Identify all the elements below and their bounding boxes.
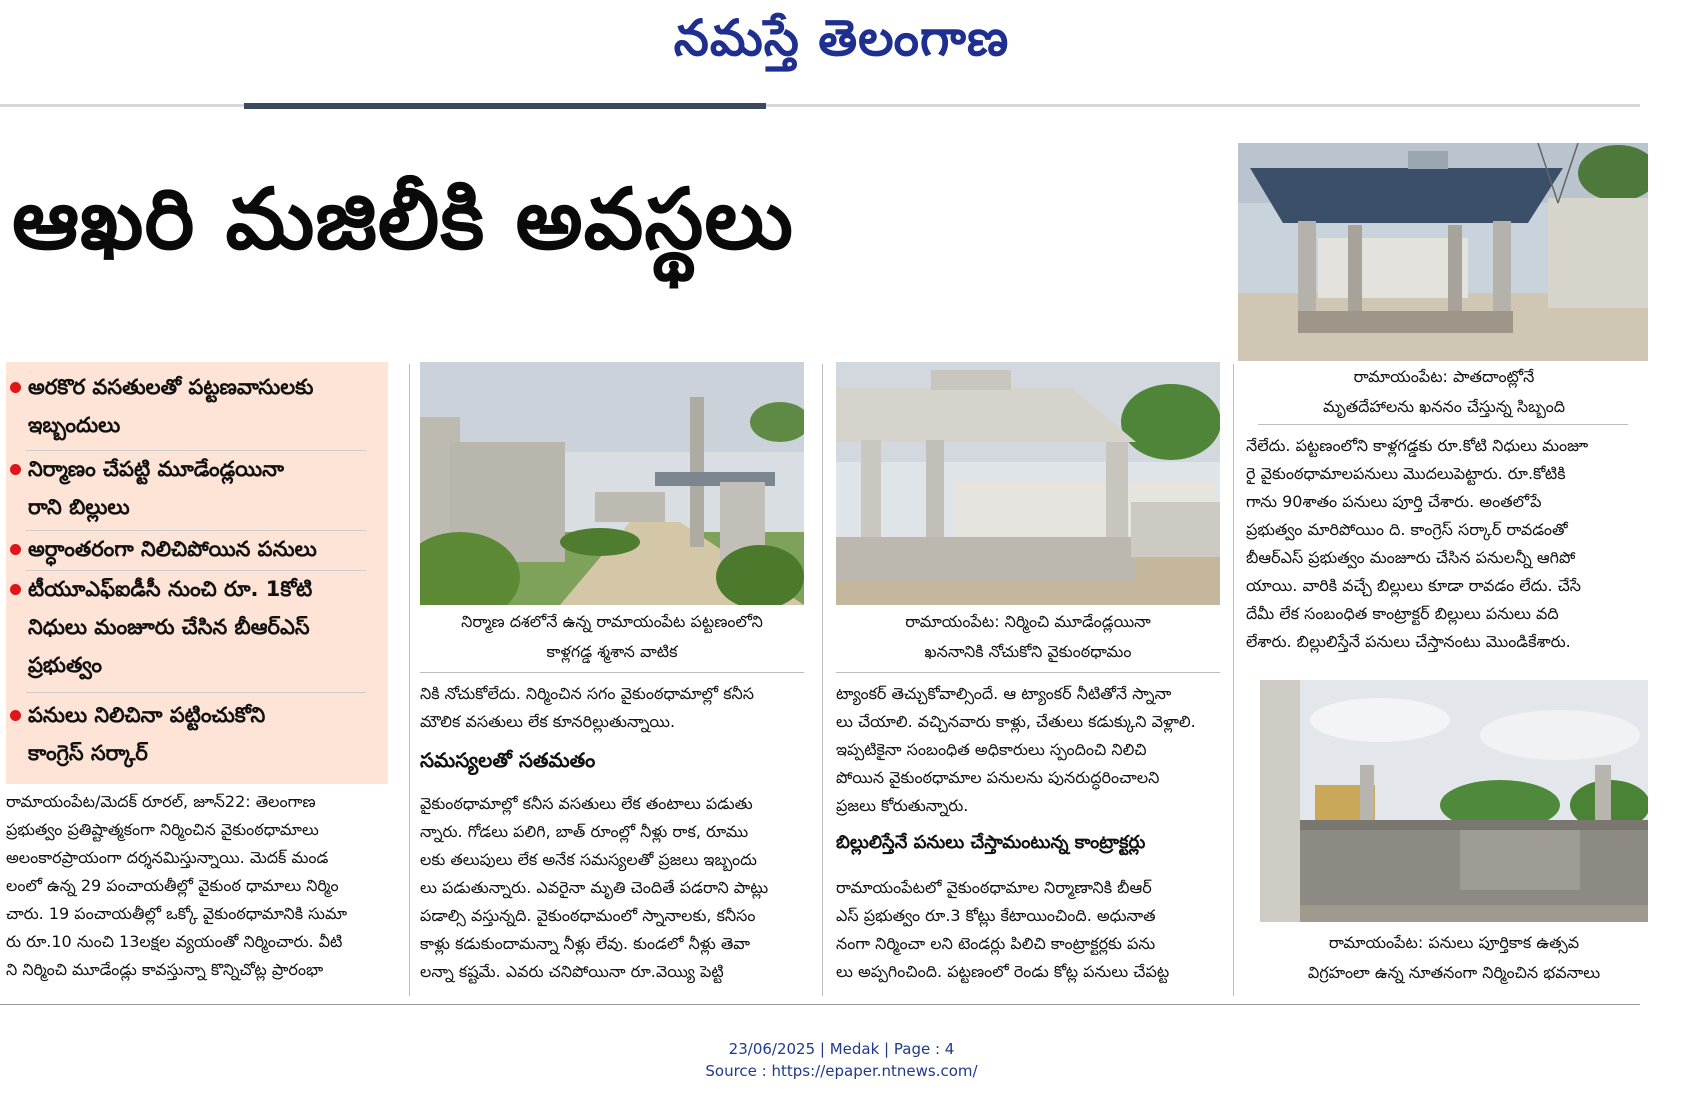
- bullet-line: కాంగ్రెస్ సర్కార్: [28, 741, 148, 765]
- bullet-item: [28, 450, 284, 526]
- bullet-dot-icon: [10, 544, 21, 555]
- bullet-line: అరకొర వసతులతో పట్టణవాసులకు: [28, 375, 314, 399]
- text-line: వైకుంఠధామాల్లో కనీస వసతులు లేక తంటాలు పడుతు: [420, 794, 753, 813]
- text-line: ట్యాంకర్ తెచ్చుకోవాల్సిందే. ఆ ట్యాంకర్ నీటితోనే స్నానా: [836, 684, 1172, 703]
- text-line: ఇప్పటికైనా సంబంధిత అధికారులు స్పందించి నిలిచి: [836, 740, 1147, 759]
- photo2-caption: [830, 607, 1226, 667]
- caption-divider: [836, 672, 1220, 673]
- text-line: నేలేదు. పట్టణంలోని కాళ్లగడ్డకు రూ.కోటి నిధులు మంజూ: [1246, 436, 1589, 455]
- text-line: న్నారు. గోడలు పలిగి, బాత్ రూంల్లో నీళ్లు రాక, రూము: [420, 822, 749, 841]
- col2-subheading: సమస్యలతో సతమతం: [420, 748, 596, 772]
- text-line: లు అప్పగించింది. పట్టణంలో రెండు కోట్ల పనులు చేపట్ట: [836, 962, 1170, 981]
- text-line: లంలో ఉన్న 29 పంచాయతీల్లో వైకుంఠ ధామాలు నిర్మిం: [6, 876, 339, 895]
- photo-under-construction-crematorium: [420, 362, 804, 605]
- newspaper-masthead: నమస్తే తెలంగాణ: [673, 8, 1010, 67]
- caption-line: నిర్మాణ దశలోనే ఉన్న రామాయంపేట పట్టణంలోని: [461, 612, 763, 631]
- text-line: లేశారు. బిల్లులిస్తేనే పనులు చేస్తానంటు మొండికేశారు.: [1246, 632, 1571, 651]
- masthead-accent-bar: [244, 103, 766, 109]
- text-line: రు రూ.10 నుంచి 13లక్షల వ్యయంతో నిర్మించారు. వీటి: [6, 932, 343, 951]
- bullet-line: ఇబ్బందులు: [28, 413, 121, 437]
- text-line: రై వైకుంఠధామాలపనులు మొదలుపెట్టారు. రూ.కోటికి: [1246, 464, 1566, 483]
- column-divider: [822, 364, 823, 996]
- text-line: లన్నా కష్టమే. ఎవరు చనిపోయినా రూ.వెయ్యి పెట్టి: [420, 962, 724, 981]
- col2-body-text-2: [420, 790, 812, 986]
- bullet-item: [28, 696, 265, 772]
- bullet-line: నిధులు మంజూరు చేసిన బీఆర్ఎస్: [28, 615, 310, 639]
- caption-line: కాళ్లగడ్డ శ్మశాన వాటిక: [546, 642, 678, 661]
- bullet-item: [28, 570, 312, 684]
- caption-divider: [1258, 424, 1628, 425]
- photo3-caption: [1240, 362, 1648, 422]
- text-line: ఎస్ ప్రభుత్వం రూ.3 కోట్లు కేటాయించింది. అధునాత: [836, 906, 1156, 925]
- text-line: కాళ్లు కడుకుందామన్నా నీళ్లు లేవు. కుండలో నీళ్లు తెవా: [420, 934, 751, 953]
- text-line: ప్రభుత్వం ప్రతిష్టాత్మకంగా నిర్మించిన వైకుంఠధామాలు: [6, 820, 319, 839]
- col3-body-text-2: [836, 874, 1224, 986]
- page-bottom-rule: [0, 1004, 1640, 1005]
- bullet-line: అర్ధాంతరంగా నిలిచిపోయిన పనులు: [28, 537, 317, 561]
- caption-line: విగ్రహంలా ఉన్న నూతనంగా నిర్మించిన భవనాలు: [1307, 963, 1601, 982]
- col3-subheading: బిల్లులిస్తేనే పనులు చేస్తామంటున్న కాంట్రాక్టర్లు: [836, 832, 1146, 853]
- col3-body-text: [836, 680, 1224, 820]
- bullet-dot-icon: [10, 710, 21, 721]
- col4-body-text: [1246, 432, 1644, 656]
- photo-old-burial-ground: [1238, 143, 1648, 361]
- text-line: లు పడుతున్నారు. ఎవరైనా మృతి చెందితే పడరాని పాట్లు: [420, 878, 769, 897]
- col1-body-text: [6, 788, 398, 984]
- photo4-caption: [1252, 928, 1656, 988]
- text-line: అలంకారప్రాయంగా దర్శనమిస్తున్నాయి. మెదక్ మండ: [6, 848, 329, 867]
- bullet-line: ప్రభుత్వం: [28, 653, 102, 677]
- text-line: ని నిర్మించి మూడేండ్లు కావస్తున్నా కొన్నిచోట్ల ప్రారంభా: [6, 960, 324, 979]
- bullet-dot-icon: [10, 464, 21, 475]
- photo1-caption: [414, 607, 810, 667]
- text-line: గాను 90శాతం పనులు పూర్తి చేశారు. అంతలోపే: [1246, 492, 1542, 511]
- photo-unused-vaikuntadhamam: [836, 362, 1220, 605]
- text-line: ప్రజలు కోరుతున్నారు.: [836, 796, 969, 815]
- text-line: లు చేయాలి. వచ్చినవారు కాళ్లు, చేతులు కడుక్కుని వెళ్లాలి.: [836, 712, 1196, 731]
- article-headline: ఆఖరి మజిలీకి అవస్థలు: [12, 170, 794, 268]
- bullet-dot-icon: [10, 382, 21, 393]
- text-line: నికి నోచుకోలేదు. నిర్మించిన సగం వైకుంఠధామాల్లో కనీస: [420, 684, 755, 703]
- bullet-line: టీయూఎఫ్ఐడీసీ నుంచి రూ. 1కోటి: [28, 577, 313, 601]
- text-line: యాయి. వారికి వచ్చే బిల్లులు కూడా రావడం లేదు. చేసే: [1246, 576, 1582, 595]
- bullet-line: పనులు నిలిచినా పట్టించుకోని: [28, 703, 266, 727]
- footer-source-link[interactable]: Source : https://epaper.ntnews.com/: [705, 1062, 978, 1080]
- text-line: పడాల్సి వస్తున్నది. వైకుంఠధామంలో స్నానాలకు, కనీసం: [420, 906, 756, 925]
- text-line: ప్రభుత్వం మారిపోయిం ది. కాంగ్రెస్ సర్కార్ రావడంతో: [1246, 520, 1568, 539]
- text-line: దేమీ లేక సంబంధిత కాంట్రాక్టర్ బిల్లులు పనులు వది: [1246, 604, 1559, 623]
- text-line: పోయిన వైకుంఠధామాల పనులను పునరుద్ధరించాలని: [836, 768, 1160, 787]
- text-line: రామాయంపేట/మెదక్ రూరల్, జూన్22: తెలంగాణ: [6, 792, 316, 811]
- text-line: చారు. 19 పంచాయతీల్లో ఒక్కో వైకుంఠధామానికి సుమా: [6, 904, 348, 923]
- text-line: రామాయంపేటలో వైకుంఠధామాల నిర్మాణానికి బీఆర్: [836, 878, 1152, 897]
- col2-body-text: [420, 680, 812, 736]
- bullet-divider: [26, 692, 366, 693]
- photo-incomplete-new-buildings: [1260, 680, 1648, 922]
- text-line: నంగా నిర్మించా లని టెండర్లు పిలిచి కాంట్రాక్టర్లకు పను: [836, 934, 1156, 953]
- footer-date-edition: 23/06/2025 | Medak | Page : 4: [728, 1040, 955, 1058]
- caption-line: రామాయంపేట: పనులు పూర్తికాక ఉత్సవ: [1328, 933, 1580, 952]
- bullet-item: [28, 368, 313, 444]
- text-line: మౌలిక వసతులు లేక కూనరిల్లుతున్నాయి.: [420, 712, 676, 731]
- text-line: లకు తలుపులు లేక అనేక సమస్యలతో ప్రజలు ఇబ్బందు: [420, 850, 757, 869]
- caption-line: రామాయంపేట: నిర్మించి మూడేండ్లయినా: [905, 612, 1151, 631]
- caption-divider: [420, 672, 804, 673]
- caption-line: మృతదేహాలను ఖననం చేస్తున్న సిబ్బంది: [1322, 397, 1566, 416]
- bullet-line: రాని బిల్లులు: [28, 495, 130, 519]
- bullet-line: నిర్మాణం చేపట్టి మూడేండ్లయినా: [28, 457, 284, 481]
- caption-line: ఖననానికి నోచుకోని వైకుంఠధామం: [924, 642, 1132, 661]
- bullet-dot-icon: [10, 584, 21, 595]
- highlights-box: [6, 362, 388, 784]
- column-divider: [409, 364, 410, 996]
- column-divider: [1233, 364, 1234, 996]
- text-line: బీఆర్ఎస్ ప్రభుత్వం మంజూరు చేసిన పనులన్నీ ఆగిపో: [1246, 548, 1576, 567]
- bullet-item: [28, 530, 317, 568]
- caption-line: రామాయంపేట: పాతదాంట్లోనే: [1353, 367, 1535, 386]
